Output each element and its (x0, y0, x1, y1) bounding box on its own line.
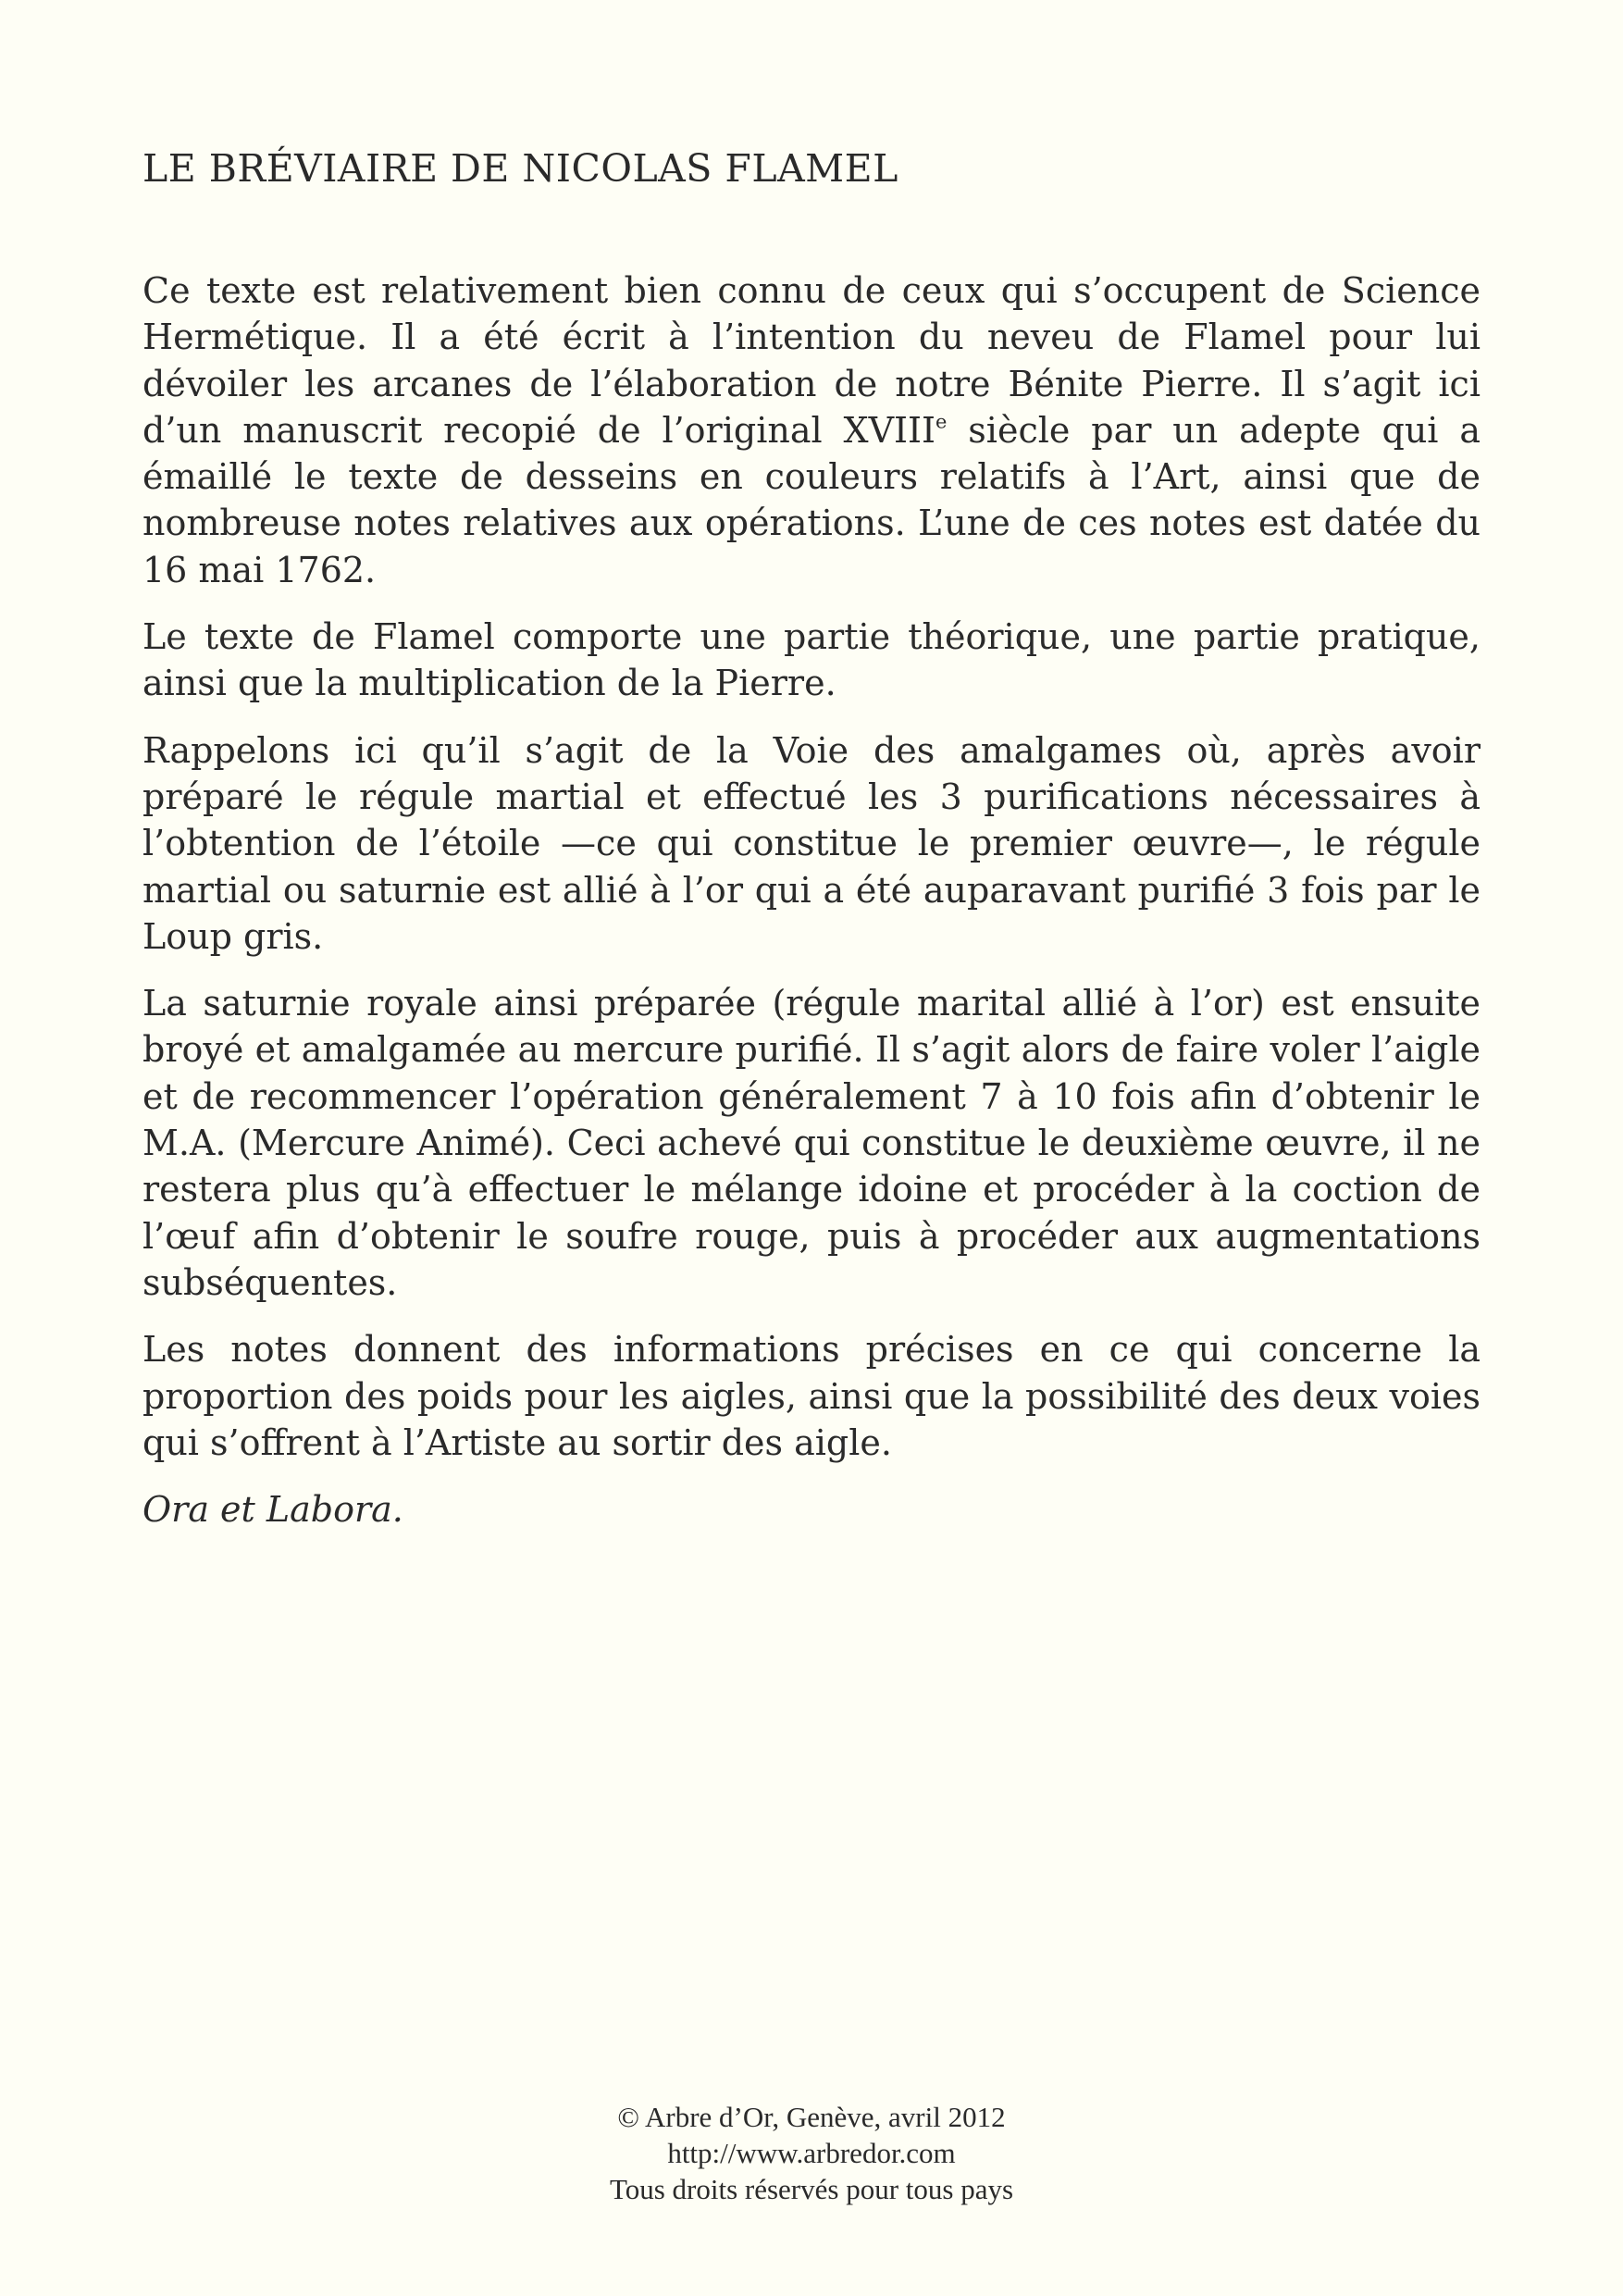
rights-line: Tous droits réservés pour tous pays (609, 2173, 1014, 2205)
copyright-line: © Arbre d’Or, Genève, avril 2012 (617, 2101, 1006, 2133)
page-title: LE BRÉVIAIRE DE NICOLAS FLAMEL (142, 146, 898, 191)
closing-motto: Ora et Labora. (142, 1489, 403, 1531)
paragraph-introduction (142, 267, 1481, 593)
century-superscript: e (935, 410, 948, 433)
body-text (142, 267, 1481, 1553)
website-link[interactable]: http://www.arbredor.com (667, 2137, 956, 2169)
paragraph-structure: Le texte de Flamel comporte une partie théorique, une partie pratique, ainsi que la multiplication de la Pierre. (142, 616, 1481, 704)
paragraph-amalgam-way: Rappelons ici qu’il s’agit de la Voie des amalgames où, après avoir préparé le régule martial et effectué les 3 purifications nécessaires à l’obtention de l’étoile —ce qui constitue le premier œuvre—, le régule martial ou saturnie est allié à l’or qui a été auparavant purifié 3 fois par le Loup gris. (142, 729, 1481, 957)
paragraph-introduction-text: Ce texte est relativement bien connu de ceux qui s’occupent de Science Hermétique. Il a été écrit à l’intention du neveu de Flamel pour lui dévoiler les arcanes de l’élaboration de notre Bénite Pierre. Il s’agit ici d’un manuscrit recopié de l’original XVIII (142, 270, 1481, 451)
paragraph-introduction-text-end: siècle par un adepte qui a émaillé le texte de desseins en couleurs relatifs à l’Art, ainsi que de nombreuse notes relatives aux opérations. L’une de ces notes est datée du 16 mai 1762. (142, 409, 1481, 590)
paragraph-notes: Les notes donnent des informations précises en ce qui concerne la proportion des poids pour les aigles, ainsi que la possibilité des deux voies qui s’offrent à l’Artiste au sortir des aigle. (142, 1329, 1481, 1463)
paragraph-royal-saturnia: La saturnie royale ainsi préparée (régule marital allié à l’or) est ensuite broyé et amalgamée au mercure purifié. Il s’agit alors de faire voler l’aigle et de recommencer l’opération généralement 7 à 10 fois afin d’obtenir le M.A. (Mercure Animé). Ceci achevé qui constitue le deuxième œuvre, il ne restera plus qu’à effectuer le mélange idoine et procéder à la coction de l’œuf afin d’obtenir le soufre rouge, puis à procéder aux augmentations subséquentes. (142, 983, 1481, 1303)
colophon (0, 2099, 1623, 2207)
